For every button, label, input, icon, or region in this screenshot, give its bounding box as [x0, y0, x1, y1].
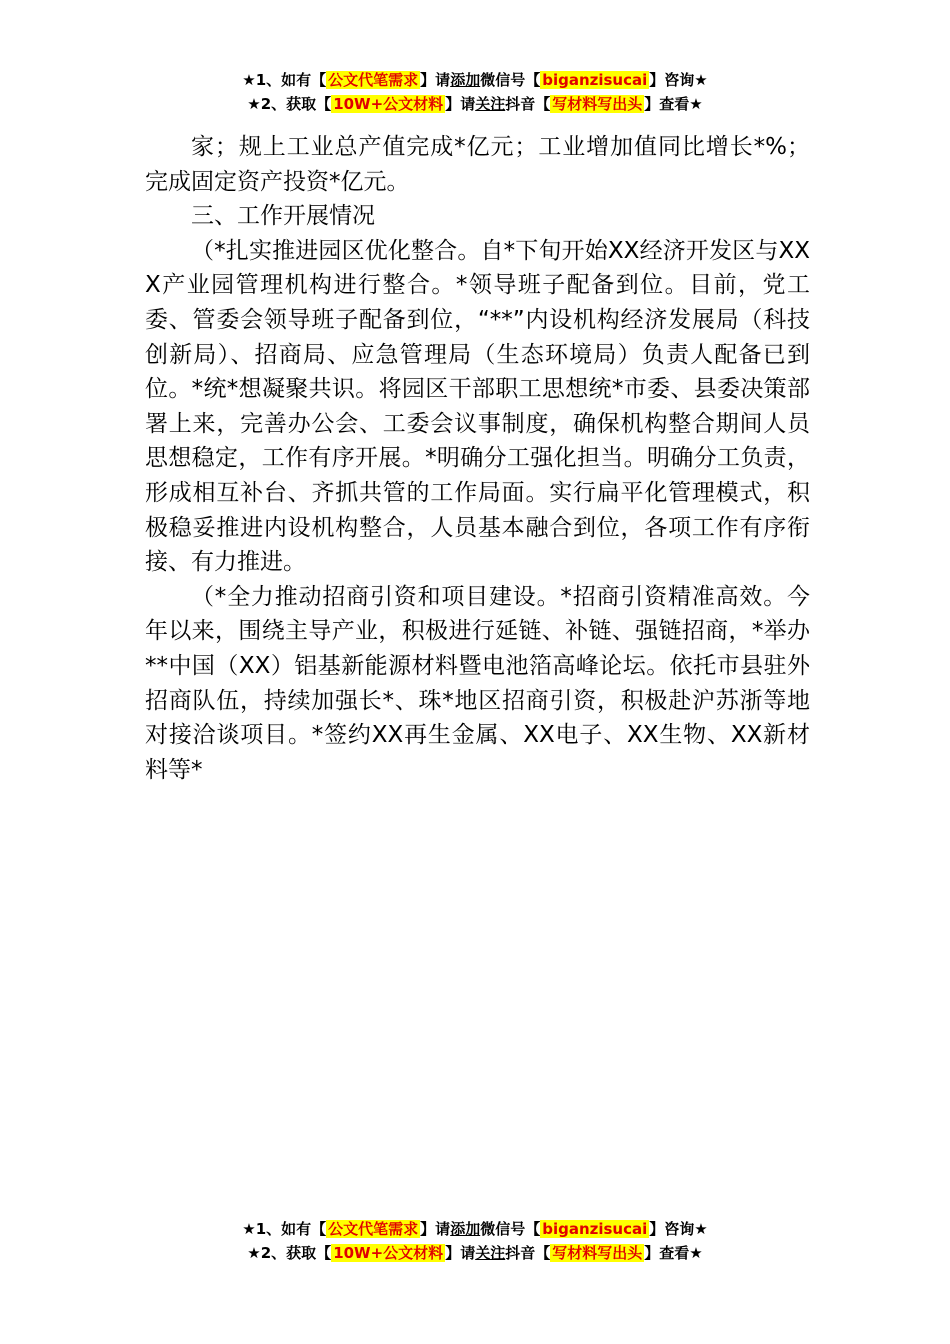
banner-text: 】请 — [420, 71, 451, 89]
paragraph: （*全力推动招商引资和项目建设。*招商引资精准高效。今年以来，围绕主导产业，积极进行延链、补链、强链招商，*举办**中国（XX）铝基新能源材料暨电池箔高峰论坛。依托市县驻外招商队伍，持续加强长*、珠*地区招商引资，积极赴沪苏浙等地对接洽谈项目。*签约XX再生金属、XX电子、XX生物、XX新材料等* — [145, 583, 810, 783]
banner-text: ★1、如有【 — [242, 1220, 327, 1238]
banner-highlight: 公文代笔需求 — [328, 71, 419, 89]
banner-line-2 — [0, 92, 950, 116]
banner-highlight: 10W+公文材料 — [333, 1244, 444, 1262]
banner-underlined-text: 添加 — [450, 71, 481, 89]
banner-text: 】咨询★ — [649, 71, 708, 89]
banner-text: 抖音【 — [505, 95, 551, 113]
banner-underlined-text: 关注 — [475, 1244, 506, 1262]
banner-text: 】查看★ — [644, 95, 703, 113]
banner-text: ★2、获取【 — [247, 95, 332, 113]
banner-text: 抖音【 — [505, 1244, 551, 1262]
section-heading: 三、工作开展情况 — [191, 203, 375, 230]
banner-highlight: 10W+公文材料 — [333, 95, 444, 113]
banner-text: 】请 — [445, 1244, 476, 1262]
paragraph-continued: 家；规上工业总产值完成*亿元；工业增加值同比增长*%；完成固定资产投资*亿元。 — [145, 134, 810, 195]
banner-highlight: 写材料写出头 — [552, 1244, 643, 1262]
banner-text: 】请 — [420, 1220, 451, 1238]
banner-text: 】咨询★ — [649, 1220, 708, 1238]
banner-line-2 — [0, 1241, 950, 1265]
header-banner — [0, 68, 950, 116]
banner-highlight: 公文代笔需求 — [328, 1220, 419, 1238]
banner-highlight: biganzisucai — [542, 1220, 648, 1238]
banner-text: 】请 — [445, 95, 476, 113]
banner-line-1 — [0, 1217, 950, 1241]
banner-highlight: 写材料写出头 — [552, 95, 643, 113]
document-body — [145, 130, 810, 787]
banner-text: ★1、如有【 — [242, 71, 327, 89]
banner-line-1 — [0, 68, 950, 92]
banner-text: ★2、获取【 — [247, 1244, 332, 1262]
banner-text: 】查看★ — [644, 1244, 703, 1262]
banner-text: 微信号【 — [480, 1220, 541, 1238]
banner-text: 微信号【 — [480, 71, 541, 89]
paragraph: （*扎实推进园区优化整合。自*下旬开始XX经济开发区与XXX产业园管理机构进行整合。*领导班子配备到位。目前，党工委、管委会领导班子配备到位，“**”内设机构经济发展局（科技创新局）、招商局、应急管理局（生态环境局）负责人配备已到位。*统*想凝聚共识。将园区干部职工思想统*市委、县委决策部署上来，完善办公会、工委会议事制度，确保机构整合期间人员思想稳定，工作有序开展。*明确分工强化担当。明确分工负责，形成相互补台、齐抓共管的工作局面。实行扁平化管理模式，积极稳妥推进内设机构整合，人员基本融合到位，各项工作有序衔接、有力推进。 — [145, 237, 810, 576]
banner-underlined-text: 添加 — [450, 1220, 481, 1238]
footer-banner — [0, 1217, 950, 1265]
banner-underlined-text: 关注 — [475, 95, 506, 113]
banner-highlight: biganzisucai — [542, 71, 648, 89]
